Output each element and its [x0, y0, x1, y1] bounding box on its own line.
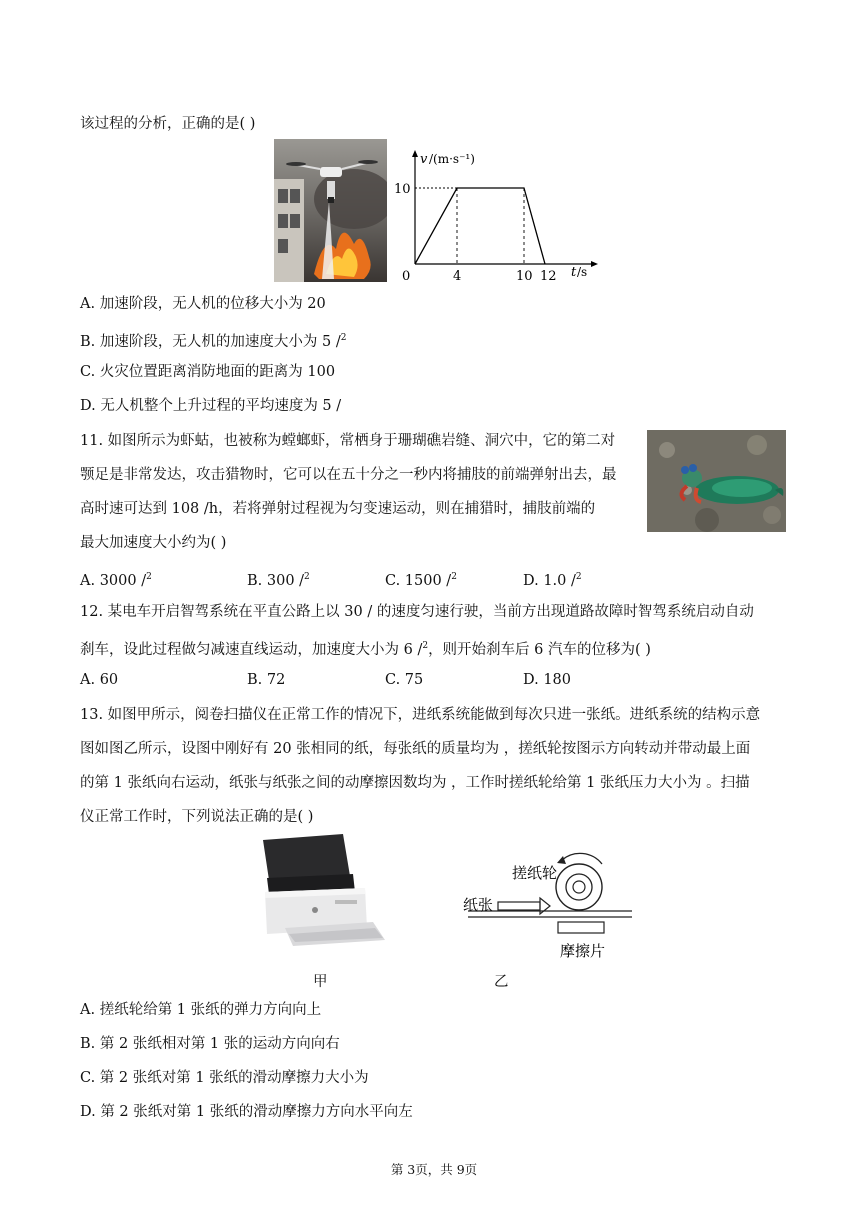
q11-option-a: A. 3000 /$^2$: [80, 572, 152, 589]
x-axis-arrow: [591, 261, 598, 267]
scanner-photo: [255, 830, 390, 950]
x-tick-4: 4: [453, 269, 462, 284]
q13-option-b: B. 第 2 张纸相对第 1 张的运动方向向右: [80, 1036, 340, 1052]
roller-inner: [573, 881, 585, 893]
q11-line-3: 高时速可达到 108 /h，若将弹射过程视为匀变速运动，则在捕猎时，捕肢前端的: [80, 501, 596, 517]
x-label-t: t: [571, 265, 577, 280]
q12-line-2: 刹车，设此过程做匀减速直线运动，加速度大小为 6 /$^2$，则开始刹车后 6 汽车的位移为( ): [80, 641, 651, 658]
rotation-arc: [562, 853, 602, 864]
q13-option-d: D. 第 2 张纸对第 1 张纸的滑动摩擦力方向水平向左: [80, 1104, 413, 1120]
q10-option-a: A. 加速阶段，无人机的位移大小为 20: [80, 296, 326, 312]
q13-option-a: A. 搓纸轮给第 1 张纸的弹力方向向上: [80, 1002, 322, 1018]
q11-options: [80, 567, 800, 587]
x-tick-12: 12: [540, 269, 557, 284]
q12-option-d: D. 180: [523, 672, 572, 688]
friction-pad: [558, 922, 604, 933]
y-tick-10: 10: [394, 182, 411, 197]
label-roller: 搓纸轮: [512, 864, 558, 882]
x-label-unit: /s: [577, 265, 588, 279]
q10-intro: 该过程的分析，正确的是( ): [80, 116, 256, 132]
q13-option-c: C. 第 2 张纸对第 1 张纸的滑动摩擦力大小为: [80, 1070, 369, 1086]
x-tick-10: 10: [516, 269, 533, 284]
q12-option-c: C. 75: [385, 672, 424, 688]
q13-line-4: 仪正常工作时，下列说法正确的是( ): [80, 809, 314, 825]
roller-outer: [556, 864, 602, 910]
q10-option-d: D. 无人机整个上升过程的平均速度为 5 /: [80, 398, 342, 414]
q11-option-d: D. 1.0 /$^2$: [523, 572, 582, 589]
label-paper: 纸张: [463, 896, 494, 914]
mantis-shrimp-photo: [647, 430, 786, 532]
paper-arrow-body: [498, 902, 540, 910]
q11-option-b: B. 300 /$^2$: [247, 572, 310, 589]
q11-line-4: 最大加速度大小约为( ): [80, 535, 227, 551]
q12-option-b: B. 72: [247, 672, 286, 688]
q12-options: [80, 670, 800, 690]
paper-feed-diagram: [460, 848, 635, 968]
drone-fire-photo: [274, 139, 387, 282]
velocity-time-graph: [393, 145, 603, 285]
q11-line-1: 11. 如图所示为虾蛄，也被称为螳螂虾，常栖身于珊瑚礁岩缝、洞穴中，它的第二对: [80, 433, 616, 449]
figure-label-jia: 甲: [313, 974, 328, 990]
y-label-unit: /(m·s⁻¹): [429, 152, 475, 166]
q13-line-1: 13. 如图甲所示，阅卷扫描仪在正常工作的情况下，进纸系统能做到每次只进一张纸。进纸系统的结构示意: [80, 707, 761, 723]
roller-mid: [566, 874, 592, 900]
figure-label-yi: 乙: [494, 974, 509, 990]
q11-option-c: C. 1500 /$^2$: [385, 572, 457, 589]
y-label-v: v: [420, 152, 428, 167]
q11-line-2: 颚足是非常发达，攻击猎物时，它可以在五十分之一秒内将捕肢的前端弹射出去，最: [80, 467, 617, 483]
label-pad: 摩擦片: [560, 942, 606, 960]
q13-line-2: 图如图乙所示，设图中刚好有 20 张相同的纸，每张纸的质量均为 ，搓纸轮按图示方向转动并带动最上面: [80, 741, 751, 757]
q12-line-1: 12. 某电车开启智驾系统在平直公路上以 30 / 的速度匀速行驶，当前方出现道路故障时智驾系统启动自动: [80, 604, 754, 620]
vt-curve: [415, 188, 545, 264]
q12-option-a: A. 60: [80, 672, 119, 688]
q10-option-c: C. 火灾位置距离消防地面的距离为 100: [80, 364, 336, 380]
q10-option-b: B. 加速阶段，无人机的加速度大小为 5 /$^2$: [80, 333, 347, 350]
q13-line-3: 的第 1 张纸向右运动，纸张与纸张之间的动摩擦因数均为 ，工作时搓纸轮给第 1 张纸压力大小为 。扫描: [80, 775, 750, 791]
page-footer: 第 3页，共 9页: [390, 1162, 478, 1177]
y-axis-arrow: [412, 150, 418, 157]
x-tick-0: 0: [402, 269, 411, 284]
rotation-arrow-icon: [557, 856, 566, 864]
